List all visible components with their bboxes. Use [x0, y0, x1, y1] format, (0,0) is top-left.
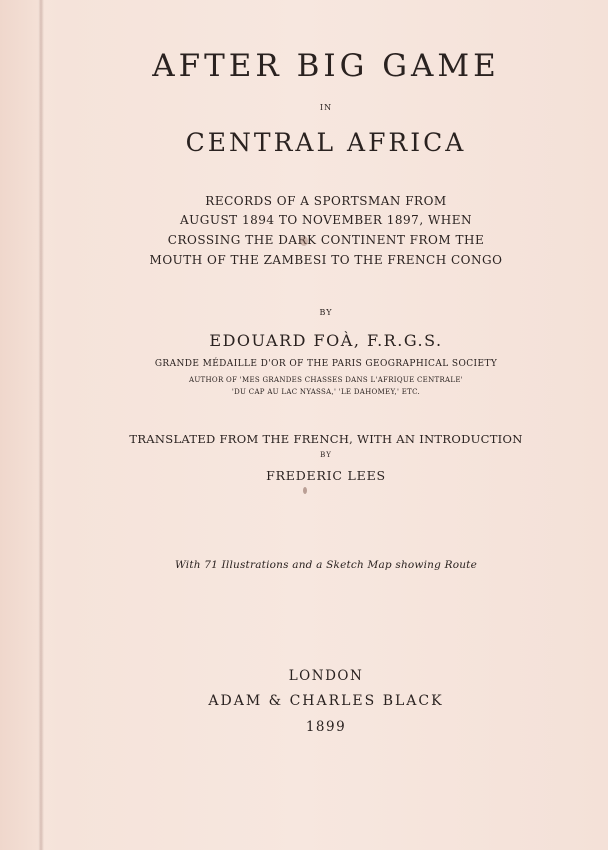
facing-page-edge [0, 0, 38, 850]
subtitle-line-3: CROSSING THE DARK CONTINENT FROM THE [167, 233, 485, 247]
main-title-line2: CENTRAL AFRICA [185, 128, 467, 157]
subtitle-line-4: MOUTH OF THE ZAMBESI TO THE FRENCH CONGO [149, 253, 503, 267]
imprint-city: LONDON [288, 668, 364, 684]
main-title: AFTER BIG GAME [152, 48, 500, 84]
author-honor: GRANDE MÉDAILLE D'OR OF THE PARIS GEOGRAPHICAL SOCIETY [154, 359, 498, 369]
author-by-label: BY [319, 308, 333, 317]
subtitle-line-2: AUGUST 1894 TO NOVEMBER 1897, WHEN [179, 213, 473, 227]
ink-spot [303, 487, 307, 494]
translator-name: FREDERIC LEES [266, 468, 386, 483]
imprint-publisher: ADAM & CHARLES BLACK [208, 693, 444, 709]
subtitle-line-1: RECORDS OF A SPORTSMAN FROM [205, 194, 447, 208]
imprint-year: 1899 [305, 719, 347, 735]
author-works-line-1: AUTHOR OF 'MES GRANDES CHASSES DANS L'AFRIQUE CENTRALE' [189, 376, 463, 384]
translation-note: TRANSLATED FROM THE FRENCH, WITH AN INTRODUCTION [129, 432, 523, 446]
title-connector: IN [319, 103, 333, 112]
translator-by-label: BY [320, 451, 332, 459]
illustrations-note: With 71 Illustrations and a Sketch Map showing Route [174, 559, 478, 571]
author-name: EDOUARD FOÀ, F.R.G.S. [209, 331, 443, 350]
author-works-line-2: 'DU CAP AU LAC NYASSA,' 'LE DAHOMEY,' ETC. [231, 388, 421, 396]
ink-smudge [300, 236, 308, 246]
